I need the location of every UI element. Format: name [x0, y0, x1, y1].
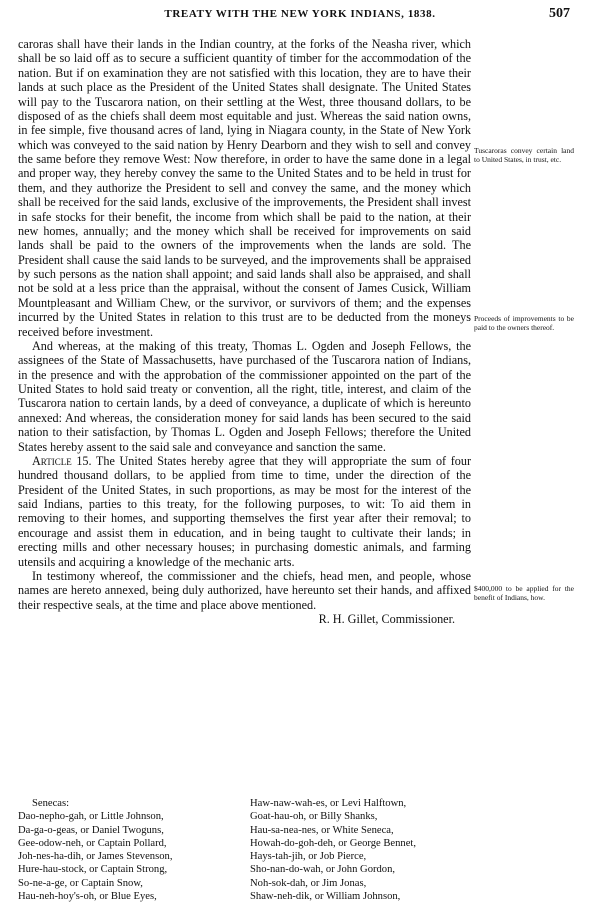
signer-name: Hau-neh-hoy's-oh, or Blue Eyes,	[18, 891, 157, 903]
signer-name: Hau-sa-nea-nes, or White Seneca,	[250, 824, 394, 836]
signer-name: Sho-nan-do-wah, or John Gordon,	[250, 864, 396, 876]
running-title: TREATY WITH THE NEW YORK INDIANS, 1838.	[164, 8, 436, 20]
margin-note: Tuscaroras convey certain land to United States, in trust, etc.	[474, 146, 574, 164]
signer-name: Gee-odow-neh, or Captain Pollard,	[18, 837, 167, 849]
signer-name: Joh-nes-ha-dih, or James Stevenson,	[18, 851, 173, 863]
paragraph	[18, 569, 471, 612]
article-heading: Article 15.	[32, 453, 92, 468]
signer-name: Hure-hau-stock, or Captain Strong,	[18, 864, 168, 876]
signer-name: Haw-naw-wah-es, or Levi Halftown,	[250, 798, 407, 809]
tribe-label: Senecas:	[32, 798, 70, 809]
margin-note: Proceeds of improvements to be paid to the owners thereof.	[474, 314, 574, 332]
paragraph-text: In testimony whereof, the commissioner and the chiefs, head men, and people, whose names are hereto annexed, being duly authorized, have hereunto set their hands, and affixed their respective seals, at the time and place above mentioned.	[18, 568, 471, 612]
paragraph-text: And whereas, at the making of this treaty, Thomas L. Ogden and Joseph Fellows, the assignees of the State of Massachusetts, have purchased of the Tuscarora nation of Indians, in the presence and with the approbation of the commissioner appointed on the part of the United States to hold said treaty or convention, all the right, title, interest, and claim of the Tuscarora nation to certain lands, by a deed of conveyance, a duplicate of which is hereunto annexed: And whereas, the consideration money for said lands has been secured to the said nation to their satisfaction, by Thomas L. Ogden and Joseph Fellows; therefore the United States hereby assent to the said sale and conveyance and sanction the same.	[18, 338, 471, 454]
signer-name: Noh-sok-dah, or Jim Jonas,	[250, 877, 367, 889]
signers-left-column	[18, 797, 172, 903]
commissioner-signature: R. H. Gillet, Commissioner.	[318, 612, 455, 626]
signer-name: Howah-do-goh-deh, or George Bennet,	[250, 837, 417, 849]
paragraph-text: caroras shall have their lands in the Indian country, at the forks of the Neasha river, which shall be so laid off as to secure a sufficient quantity of timber for the accommodation of the nation. But if on examination they are not satisfied with this location, they are to have their lands at such place as the President of the United States shall designate. The United States will pay to the Tuscarora nation, on their settling at the West, three thousand dollars, to be disposed of as the chiefs shall deem most equitable and just. Whereas the said nation owns, in fee simple, five thousand acres of land, lying in Niagara county, in the State of New York which was conveyed to the said nation by Henry Dearborn and they wish to sell and convey the same before they remove West: Now therefore, in order to have the same done in a legal and proper way, they hereby convey the same to the United States and to be held in trust for them, and they authorize the President to sell and convey the same, and the money which shall be received for the said lands, exclusive of the improvements, the President shall invest in safe stocks for their benefit, the income from which shall be paid to the nation, at their new homes, annually; and the money which shall be received for improvements on said lands shall be paid to the owners of the improvements when the lands are sold. The President shall cause the said lands to be surveyed, and the improvements shall be appraised by such persons as the nation shall appoint; and said lands shall also be appraised, and shall not be sold at a less price than the appraisal, without the consent of James Cusick, William Mountpleasant and William Chew, or the survivor, or survivors of them; and the expenses incurred by the United States in relation to this trust are to be deducted from the moneys received before investment.	[18, 37, 471, 339]
signer-name: Goat-hau-oh, or Billy Shanks,	[250, 811, 378, 823]
signer-name: Da-ga-o-geas, or Daniel Twoguns,	[18, 824, 164, 836]
paragraph	[18, 339, 471, 454]
paragraph-text: The United States hereby agree that they will appropriate the sum of four hundred thousand dollars, to be applied from time to time, under the direction of the President of the United States, in such proportions, as may be most for the interest of the said Indians, parties to this treaty, for the following purposes, to wit: To aid them in removing to their homes, and supporting themselves the first year after their removal; to encourage and assist them in education, and in being taught to cultivate their lands; in erecting mills and other necessary houses; in purchasing domestic animals, and farming utensils and acquiring a knowledge of the mechanic arts.	[18, 453, 472, 569]
signer-name: Dao-nepho-gah, or Little Johnson,	[18, 811, 164, 823]
page-number: 507	[549, 6, 570, 21]
page-header	[0, 6, 600, 26]
signer-name: Hays-tah-jih, or Job Pierce,	[250, 851, 367, 863]
treaty-body	[18, 37, 471, 626]
paragraph	[18, 37, 471, 339]
paragraph	[18, 454, 471, 569]
signer-name: Shaw-neh-dik, or William Johnson,	[250, 891, 401, 903]
signer-name: So-ne-a-ge, or Captain Snow,	[18, 877, 143, 889]
margin-note: $400,000 to be applied for the benefit of Indians, how.	[474, 584, 574, 602]
signers-right-column	[250, 797, 416, 903]
